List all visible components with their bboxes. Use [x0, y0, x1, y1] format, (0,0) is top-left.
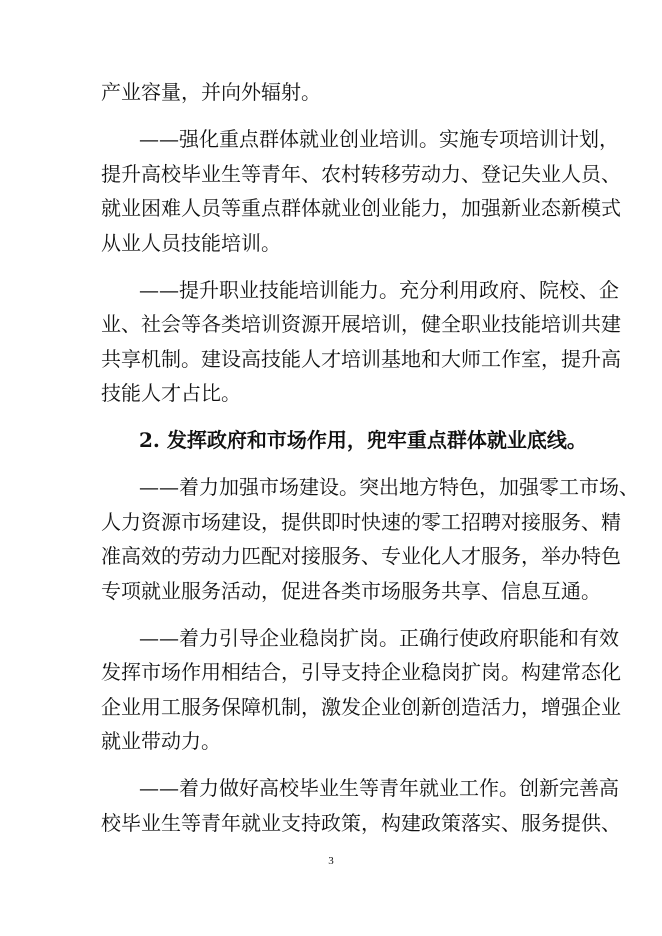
paragraph — [101, 470, 639, 608]
text-line: 发挥市场作用相结合，引导支持企业稳岗扩岗。构建常态化 — [101, 660, 621, 684]
text-line: 准高效的劳动力匹配对接服务、专业化人才服务，举办特色 — [101, 544, 621, 568]
text-line: ——强化重点群体就业创业培训。实施专项培训计划， — [139, 127, 619, 151]
text-line: 企业用工服务保障机制，激发企业创新创造活力，增强企业 — [101, 694, 621, 719]
paragraph — [101, 621, 621, 759]
text-line: 校毕业生等青年就业支持政策，构建政策落实、服务提供、 — [101, 810, 621, 835]
document-page — [101, 75, 639, 853]
text-line: 2. 发挥政府和市场作用，兜牢重点群体就业底线。 — [139, 428, 587, 452]
text-line: 就业困难人员等重点群体就业创业能力，加强新业态新模式 — [101, 196, 621, 220]
text-line: 就业带动力。 — [101, 729, 221, 753]
text-line: ——着力做好高校毕业生等青年就业工作。创新完善高 — [139, 776, 619, 800]
text-line: 人力资源市场建设，提供即时快速的零工招聘对接服务、精 — [101, 509, 621, 534]
text-line: ——着力加强市场建设。突出地方特色，加强零工市场、 — [139, 475, 639, 499]
paragraph — [101, 75, 559, 110]
text-line: ——着力引导企业稳岗扩岗。正确行使政府职能和有效 — [139, 625, 619, 650]
paragraph — [101, 122, 621, 260]
text-line: 专项就业服务活动，促进各类市场服务共享、信息互通。 — [101, 578, 601, 603]
text-line: 共享机制。建设高技能人才培训基地和大师工作室，提升高 — [101, 346, 621, 371]
paragraph — [101, 273, 621, 411]
text-line: ——提升职业技能培训能力。充分利用政府、院校、企 — [139, 277, 619, 302]
text-line: 从业人员技能培训。 — [101, 230, 281, 255]
text-line: 提升高校毕业生等青年、农村转移劳动力、登记失业人员、 — [101, 161, 621, 186]
paragraph — [101, 771, 621, 840]
text-line: 产业容量，并向外辐射。 — [101, 80, 321, 104]
section-heading — [101, 423, 587, 458]
text-line: 业、社会等各类培训资源开展培训，健全职业技能培训共建 — [101, 312, 621, 336]
text-line: 技能人才占比。 — [101, 381, 241, 405]
page-number: 3 — [328, 855, 334, 867]
